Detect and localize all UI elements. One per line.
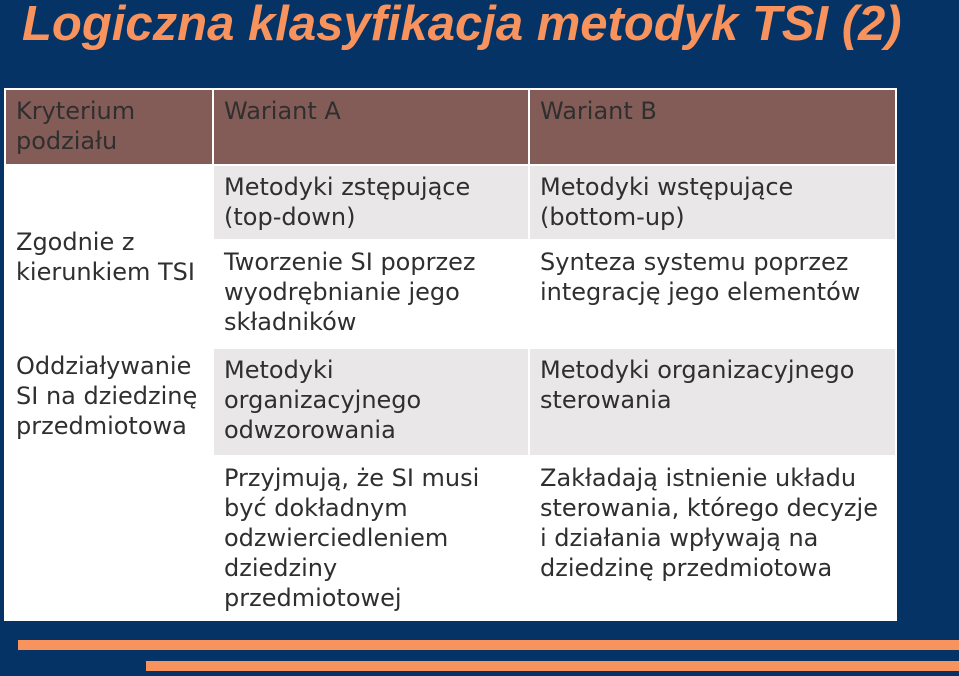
header-criterion: Kryterium podziału bbox=[5, 89, 213, 165]
table-header-row bbox=[5, 89, 896, 165]
variant-a-description: Tworzenie SI poprzez wyodrębnianie jego składników bbox=[213, 240, 529, 348]
variant-b-description: Synteza systemu poprzez integrację jego elementów bbox=[529, 240, 896, 348]
slide-title: Logiczna klasyfikacja metodyk TSI (2) bbox=[22, 0, 902, 51]
criterion-direction: Zgodnie z kierunkiem TSI bbox=[5, 165, 213, 348]
table-row bbox=[5, 348, 896, 456]
table-row bbox=[5, 165, 896, 240]
header-variant-b: Wariant B bbox=[529, 89, 896, 165]
variant-a-description: Przyjmują, że SI musi być dokładnym odzwierciedleniem dziedziny przedmiotowej bbox=[213, 456, 529, 620]
variant-b-description: Zakładają istnienie układu sterowania, którego decyzje i działania wpływają na dziedzinę przedmiotowa bbox=[529, 456, 896, 620]
decorative-bar-bottom bbox=[146, 661, 959, 671]
classification-table bbox=[4, 88, 895, 619]
header-variant-a: Wariant A bbox=[213, 89, 529, 165]
variant-a-name: Metodyki organizacyjnego odwzorowania bbox=[213, 348, 529, 456]
criterion-impact: Oddziaływanie SI na dziedzinę przedmiotowa bbox=[5, 348, 213, 620]
decorative-bar-top bbox=[18, 640, 959, 650]
variant-b-name: Metodyki wstępujące (bottom-up) bbox=[529, 165, 896, 240]
variant-a-name: Metodyki zstępujące (top-down) bbox=[213, 165, 529, 240]
variant-b-name: Metodyki organizacyjnego sterowania bbox=[529, 348, 896, 456]
